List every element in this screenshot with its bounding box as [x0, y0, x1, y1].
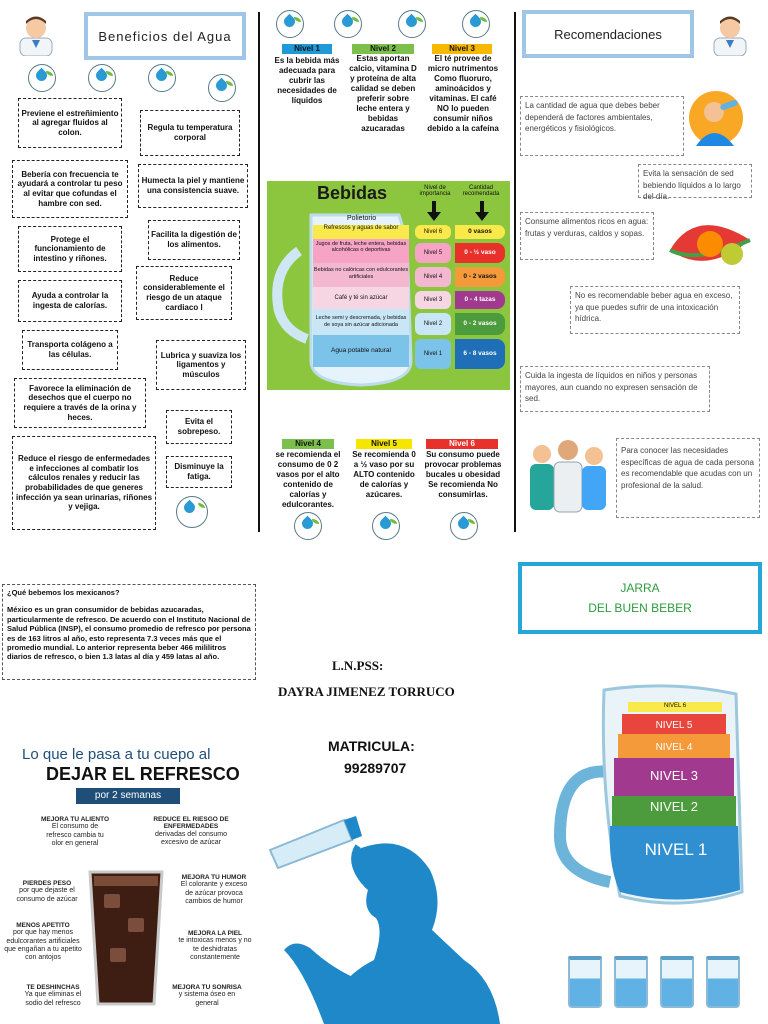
- refresco-title-1: Lo que le pasa a tu cuepo al: [22, 746, 211, 763]
- refresco-item: [176, 874, 252, 906]
- matricula-label: MATRICULA:: [328, 738, 415, 754]
- bebidas-row-3: Café y té sin azúcar: [313, 287, 409, 309]
- cantidad-cell: 0 - 4 tazas: [455, 291, 505, 309]
- benefits-title-box: [84, 12, 246, 60]
- bebidas-row-2: Leche semi y descremada, y bebidas de soya sin azúcar adicionada: [313, 309, 409, 335]
- person-drinking-icon: [686, 90, 748, 146]
- recommendation-box: Para conocer las necesidades específicas de agua de cada persona es recomendable que acudas con un profesional de la salud.: [616, 438, 760, 518]
- benefit-box: Protege el funcionamiento de intestino y riñones.: [18, 226, 122, 272]
- refresco-item-head: TE DESHINCHAS: [26, 984, 80, 991]
- medical-staff-icon: [524, 432, 612, 514]
- jarra-title-2: DEL BUEN BEBER: [588, 601, 692, 615]
- refresco-infographic: [0, 740, 262, 1024]
- soda-glass-icon: [84, 858, 168, 1008]
- water-drop-icon: [372, 512, 400, 540]
- jarra-level-label: NIVEL 6: [663, 703, 687, 709]
- benefit-box: Humecta la piel y mantiene una consistencia suave.: [138, 164, 248, 208]
- water-glass-icon: [706, 956, 740, 1008]
- bebidas-title: Bebidas: [317, 183, 388, 203]
- jarra-level-label: NIVEL 4: [655, 742, 693, 753]
- cantidad-cell: 0 vasos: [455, 225, 505, 239]
- divider-right: [514, 12, 516, 532]
- jarra-level-label: NIVEL 3: [650, 768, 698, 783]
- water-glass-icon: [568, 956, 602, 1008]
- refresco-item: [2, 922, 84, 962]
- bebidas-infographic: [267, 181, 510, 390]
- refresco-item-text: y sistema óseo en general: [178, 991, 236, 1007]
- refresco-item-text: te intoxicas menos y no te deshidratas constantemente: [178, 937, 252, 961]
- water-drop-icon: [398, 10, 426, 38]
- benefit-box: Evita el sobrepeso.: [166, 410, 232, 444]
- recommendation-box: Evita la sensación de sed bebiendo líquidos a lo largo del día.: [638, 164, 752, 198]
- jarra-level-label: NIVEL 1: [644, 840, 708, 859]
- level-4-header: Nivel 4: [282, 439, 334, 449]
- water-drop-icon: [294, 512, 322, 540]
- refresco-item-head: MENOS APETITO: [16, 922, 70, 929]
- water-drop-icon: [148, 64, 176, 92]
- water-drop-icon: [88, 64, 116, 92]
- cantidad-cell: 6 - 8 vasos: [455, 339, 505, 369]
- water-drop-icon: [28, 64, 56, 92]
- level-5-header: Nivel 5: [356, 439, 412, 449]
- person-drinking-silhouette-icon: [264, 810, 514, 1024]
- matricula-value: 99289707: [344, 760, 407, 776]
- water-drop-icon: [208, 74, 236, 102]
- benefit-box: Favorece la eliminación de desechos que el cuerpo no requiere a través de la orina y heces.: [14, 378, 146, 428]
- benefit-box: Reduce considerablemente el riesgo de un ataque cardiaco l: [136, 266, 232, 320]
- refresco-item-text: derivadas del consumo excesivo de azúcar: [155, 830, 227, 846]
- benefit-box: Ayuda a controlar la ingesta de calorías.: [18, 280, 122, 322]
- pitcher-top-label: Polietorio: [347, 215, 377, 222]
- water-drop-icon: [276, 10, 304, 38]
- cantidad-cell: 0 - ½ vaso: [455, 243, 505, 263]
- jarra-title-box: [518, 562, 762, 634]
- refresco-item-head: REDUCE EL RIESGO DE ENFERMEDADES: [153, 816, 229, 831]
- mexicanos-text: México es un gran consumidor de bebidas azucaradas, particularmente de refresco. De acuerdo con el Instituto Nacional de Salud Pública (INSP), el consumo promedio de refresco por persona es de 163 litros al año, esto representa 7.3 veces más que el promedio mundial. Lo anterior representa beber 466 mililitros diarios de refresco, o bien 1.3 latas al día y 459 latas al año.: [7, 605, 251, 662]
- refresco-item-head: MEJORA TU HUMOR: [181, 874, 247, 881]
- refresco-item-text: El consumo de refresco cambia tu olor en general: [46, 823, 104, 847]
- bebidas-row-4: Bebidas no calóricas con edulcorantes artificiales: [313, 263, 409, 287]
- author-line-1: L.N.PSS:: [332, 658, 384, 673]
- refresco-item: [170, 984, 244, 1008]
- bebidas-row-1: Agua potable natural: [313, 335, 409, 367]
- refresco-item-head: PIERDES PESO: [22, 880, 72, 887]
- nivel-cell: Nivel 3: [415, 291, 451, 309]
- refresco-title-2: DEJAR EL REFRESCO: [46, 764, 240, 784]
- water-drop-icon: [176, 496, 208, 528]
- mexicanos-title: ¿Qué bebemos los mexicanos?: [7, 588, 120, 597]
- benefit-box: Bebería con frecuencia te ayudará a controlar tu peso al evitar que cofundas el hambre con sed.: [12, 160, 128, 218]
- recommendations-title: Recomendaciones: [554, 26, 662, 42]
- benefit-box: Facilita la digestión de los alimentos.: [148, 220, 240, 260]
- level-5-text: Se recomienda 0 a ½ vaso por su ALTO contenido de calorías y azúcares.: [352, 450, 416, 499]
- nivel-cell: Nivel 1: [415, 339, 451, 369]
- bebidas-row-5: Jugos de fruta, leche entera, bebidas alcohólicas o deportivas: [313, 239, 409, 263]
- col-cantidad-label: Cantidad recomendada: [462, 185, 500, 198]
- refresco-item: [20, 984, 86, 1008]
- level-2-header: Nivel 2: [352, 44, 414, 54]
- jarra-level-label: NIVEL 2: [650, 799, 698, 814]
- refresco-item-text: por que dejaste el consumo de azúcar: [16, 887, 78, 903]
- cantidad-cell: 0 - 2 vasos: [455, 313, 505, 335]
- level-1-text: Es la bebida más adecuada para cubrir las necesidades de líquidos: [274, 56, 340, 105]
- benefit-box: Reduce el riesgo de enfermedades e infecciones al combatir los cálculos renales y reducir las probabilidades de que generes infección ya sean urinarias, riñones y vejiga.: [12, 436, 156, 530]
- refresco-item-text: El colorante y exceso de azúcar provoca cambios de humor: [180, 881, 248, 905]
- water-drop-icon: [450, 512, 478, 540]
- doctor-avatar-icon: [710, 12, 750, 56]
- mexicanos-box: [2, 584, 256, 680]
- nivel-cell: Nivel 2: [415, 313, 451, 335]
- refresco-item: [148, 816, 234, 847]
- water-drop-icon: [334, 10, 362, 38]
- doctor-avatar-icon: [16, 12, 56, 56]
- level-4-text: se recomienda el consumo de 0 2 vasos por el alto contenido de calorías y edulcorantes.: [275, 450, 341, 509]
- refresco-item-head: MEJORA TU ALIENTO: [40, 816, 109, 823]
- bebidas-row-6: Refrescos y aguas de sabor: [313, 225, 409, 239]
- refresco-item-head: MEJORA LA PIEL: [187, 930, 243, 937]
- refresco-item: [40, 816, 110, 848]
- recommendation-box: La cantidad de agua que debes beber dependerá de factores ambientales, energéticos y fisiológicos.: [520, 96, 684, 156]
- nivel-cell: Nivel 6: [415, 225, 451, 239]
- level-3-text: El té provee de micro nutrimentos Como fluoruro, aminoácidos y vitaminas. El café NO lo pueden consumir niños debido a la cafeína: [427, 54, 499, 133]
- refresco-item: [12, 880, 82, 904]
- water-glass-icon: [660, 956, 694, 1008]
- benefit-box: Regula tu temperatura corporal: [140, 110, 240, 156]
- refresco-title-3: por 2 semanas: [76, 788, 180, 804]
- jarra-title-1: JARRA: [620, 581, 660, 595]
- col-nivel-label: Nivel de importancia: [419, 185, 451, 198]
- benefits-title: Beneficios del Agua: [98, 28, 232, 44]
- benefit-box: Disminuye la fatiga.: [166, 456, 232, 488]
- nivel-cell: Nivel 5: [415, 243, 451, 263]
- level-3-header: Nivel 3: [432, 44, 492, 54]
- down-arrow-icon: [427, 201, 441, 221]
- recommendation-box: Cuida la ingesta de líquidos en niños y personas mayores, aun cuando no expresen sensación de sed.: [520, 366, 710, 412]
- jarra-level-label: NIVEL 5: [655, 720, 693, 731]
- level-1-header: Nivel 1: [282, 44, 332, 54]
- benefit-box: Lubrica y suaviza los ligamentos y músculos: [156, 340, 246, 390]
- level-6-text: Su consumo puede provocar problemas bucales u obesidad Se recomienda No consumirlas.: [424, 450, 502, 499]
- level-2-text: Estas aportan calcio, vitamina D y proteína de alta calidad se deben preferir sobre leche entera y bebidas azucaradas: [349, 54, 417, 133]
- recommendation-box: Consume alimentos ricos en agua: frutas y verduras, caldos y sopas.: [520, 212, 654, 260]
- benefit-box: Transporta colágeno a las células.: [22, 330, 118, 370]
- nivel-column: [415, 225, 451, 369]
- recommendations-title-box: [522, 10, 694, 58]
- benefit-box: Previene el estreñimiento al agregar fluidos al colon.: [18, 98, 122, 148]
- recommendation-box: No es recomendable beber agua en exceso, ya que puedes sufrir de una intoxicación hídrica.: [570, 286, 740, 334]
- water-glass-icon: [614, 956, 648, 1008]
- down-arrow-icon: [475, 201, 489, 221]
- cantidad-cell: 0 - 2 vasos: [455, 267, 505, 287]
- refresco-item-text: Ya que eliminas el sodio del refresco: [24, 991, 82, 1007]
- bebidas-rows: [313, 225, 409, 367]
- divider-left: [258, 12, 260, 532]
- water-drop-icon: [462, 10, 490, 38]
- nivel-cell: Nivel 4: [415, 267, 451, 287]
- refresco-item-text: por que hay menos edulcorantes artificiales que engañan a tu apetito con antojos: [4, 929, 82, 961]
- cantidad-column: [455, 225, 505, 369]
- refresco-item: [178, 930, 252, 962]
- level-6-header: Nivel 6: [426, 439, 498, 449]
- refresco-item-head: MEJORA TU SONRISA: [172, 984, 242, 991]
- fruits-icon: [666, 206, 754, 268]
- author-line-2: DAYRA JIMENEZ TORRUCO: [278, 684, 455, 699]
- jarra-illustration: [540, 676, 754, 914]
